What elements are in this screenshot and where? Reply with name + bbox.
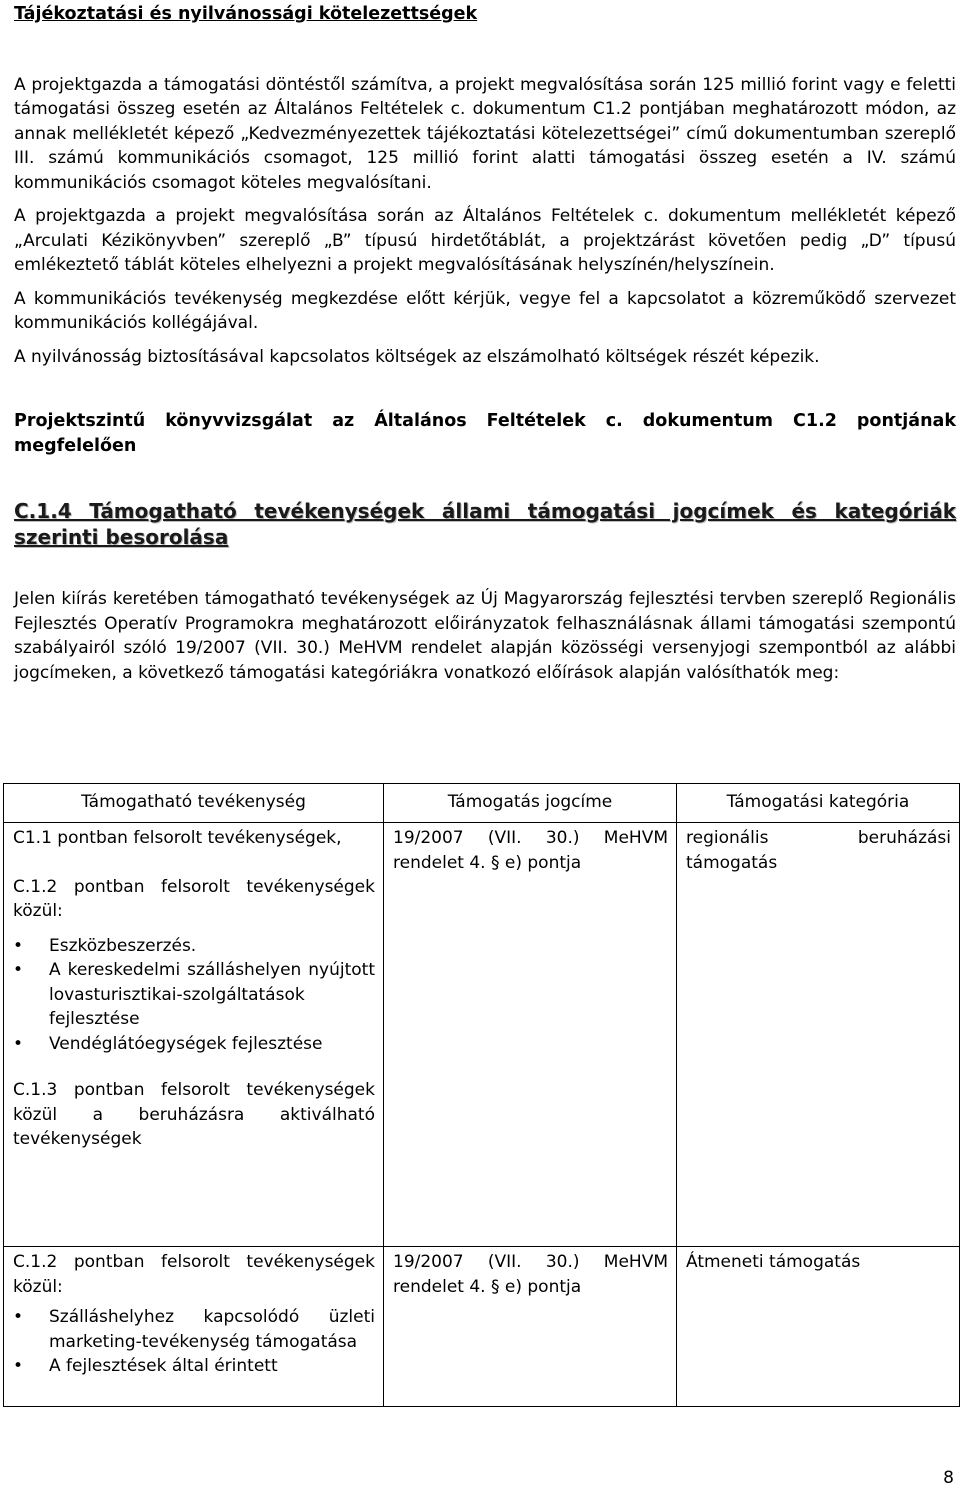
header-activity: Támogatható tevékenység bbox=[4, 784, 384, 823]
row2-legal-basis-cell bbox=[384, 1247, 677, 1407]
row2-bullet-list bbox=[13, 1305, 375, 1379]
row2-category-cell bbox=[677, 1247, 960, 1407]
row1-activity-cell bbox=[4, 823, 384, 1247]
section-title-publicity: Tájékoztatási és nyilvánossági kötelezettségek bbox=[14, 4, 478, 24]
row1-category-cell bbox=[677, 823, 960, 1247]
publicity-paragraph-2: A projektgazda a projekt megvalósítása során az Általános Feltételek c. dokumentum mellékletét képező „Arculati Kézikönyvben” szereplő „B” típusú hirdetőtáblát, a projektzárást követően pedig „D” típusú emlékeztető táblát köteles elhelyezni a projekt megvalósításának helyszínén/helyszínein. bbox=[14, 206, 956, 275]
page-number: 8 bbox=[943, 1468, 954, 1488]
publicity-paragraph-3: A kommunikációs tevékenység megkezdése előtt kérjük, vegye fel a kapcsolatot a közreműködő szervezet kommunikációs kollégájával. bbox=[14, 288, 956, 333]
list-item: • Eszközbeszerzés. bbox=[49, 934, 375, 959]
header-legal-basis: Támogatás jogcíme bbox=[384, 784, 677, 823]
document-page bbox=[14, 0, 956, 685]
row2-category: Átmeneti támogatás bbox=[686, 1252, 861, 1272]
row2-legal-basis: 19/2007 (VII. 30.) MeHVM rendelet 4. § e) pontja bbox=[393, 1252, 668, 1297]
row1-bullet-list bbox=[13, 934, 375, 1057]
row1-category: regionális beruházási támogatás bbox=[686, 828, 951, 873]
activity-classification-table bbox=[3, 783, 960, 1407]
row1-activity-b: C.1.2 pontban felsorolt tevékenységek közül: bbox=[13, 876, 375, 921]
list-item: • A kereskedelmi szálláshelyen nyújtott lovasturisztikai-szolgáltatások fejlesztése bbox=[49, 958, 375, 1032]
list-item: • Szálláshelyhez kapcsolódó üzleti marketing-tevékenység támogatása bbox=[49, 1305, 375, 1354]
list-item: • A fejlesztések által érintett bbox=[49, 1354, 375, 1379]
list-item: • Vendéglátóegységek fejlesztése bbox=[49, 1032, 375, 1057]
table-row bbox=[4, 823, 960, 1247]
table-header-row bbox=[4, 784, 960, 823]
publicity-paragraph-4: A nyilvánosság biztosításával kapcsolatos költségek az elszámolható költségek részét képezik. bbox=[14, 346, 820, 367]
publicity-paragraph-1: A projektgazda a támogatási döntéstől számítva, a projekt megvalósítása során 125 millió forint vagy e feletti támogatási összeg esetén az Általános Feltételek c. dokumentum C1.2 pontjában meghatározott módon, az annak mellékletét képező „Kedvezményezettek tájékoztatási kötelezettségei” című dokumentumban szereplő III. számú kommunikációs csomagot, 125 millió forint alatti támogatási összeg esetén a IV. számú kommunikációs csomagot köteles megvalósítani. bbox=[14, 74, 956, 193]
row2-activity: C.1.2 pontban felsorolt tevékenységek közül: bbox=[13, 1252, 375, 1297]
row2-activity-cell bbox=[4, 1247, 384, 1407]
table-row bbox=[4, 1247, 960, 1407]
section-title-c14: C.1.4 Támogatható tevékenységek állami támogatási jogcímek és kategóriák szerinti besorolása bbox=[14, 499, 956, 549]
row1-activity-a: C1.1 pontban felsorolt tevékenységek, bbox=[13, 828, 342, 848]
c14-intro-paragraph: Jelen kiírás keretében támogatható tevékenységek az Új Magyarország fejlesztési tervben szereplő Regionális Fejlesztés Operatív Programokra meghatározott előirányzatok felhasználásnak állami támogatási szempontú szabályairól szóló 19/2007 (VII. 30.) MeHVM rendelet alapján közösségi versenyjogi szempontból az alábbi jogcímeken, a következő támogatási kategóriákra vonatkozó előírások alapján valósíthatók meg: bbox=[14, 589, 956, 683]
row1-activity-c: C.1.3 pontban felsorolt tevékenységek közül a beruházásra aktiválható tevékenységek bbox=[13, 1080, 375, 1149]
header-category: Támogatási kategória bbox=[677, 784, 960, 823]
audit-heading: Projektszintű könyvvizsgálat az Általános Feltételek c. dokumentum C1.2 pontjának megfelelően bbox=[14, 411, 956, 456]
row1-legal-basis-cell bbox=[384, 823, 677, 1247]
row1-legal-basis: 19/2007 (VII. 30.) MeHVM rendelet 4. § e) pontja bbox=[393, 828, 668, 873]
